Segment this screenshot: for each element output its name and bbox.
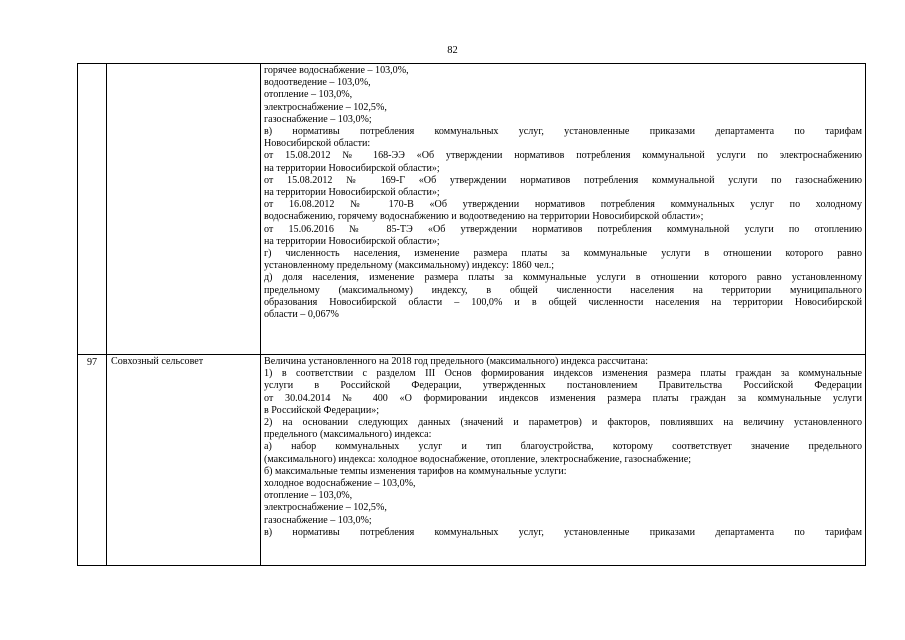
text-line: д) доля населения, изменение размера платы за коммунальные услуги в отношении которого равно установленному: [264, 272, 862, 284]
text-line: электроснабжение – 102,5%,: [264, 101, 387, 113]
text-line: водоотведение – 103,0%,: [264, 77, 371, 89]
text-line: 1) в соответствии с разделом III Основ формирования индексов изменения размера платы граждан за коммунальные: [264, 368, 862, 380]
text-line: на территории Новосибирской области»;: [264, 187, 440, 199]
text-line: предельному (максимальному) индексу, в общей численности населения на территории муниципального: [264, 284, 862, 296]
text-line: в) нормативы потребления коммунальных услуг, установленные приказами департамента по тарифам: [264, 526, 862, 538]
index-description-cell: [261, 355, 866, 566]
table-row: [78, 64, 866, 355]
text-line: в Российской Федерации»;: [264, 404, 380, 416]
text-line: на территории Новосибирской области»;: [264, 162, 440, 174]
text-line: образования Новосибирской области – 100,0% и в общей численности населения на территории Новосибирской: [264, 296, 862, 308]
text-line: холодное водоснабжение – 103,0%,: [264, 478, 416, 490]
text-line: установленному предельному (максимальному) индексу: 1860 чел.;: [264, 260, 555, 272]
text-line: предельного (максимального) индекса:: [264, 429, 432, 441]
text-line: отопление – 103,0%,: [264, 490, 353, 502]
text-line: от 16.08.2012 № 170-В «Об утверждении нормативов потребления коммунальных услуг по холодному: [264, 199, 862, 211]
text-line: г) численность населения, изменение размера платы за коммунальные услуги в отношении которого равно: [264, 248, 862, 260]
text-line: водоснабжению, горячему водоснабжению и водоотведению на территории Новосибирской области»;: [264, 211, 704, 223]
page-number: 82: [447, 45, 458, 56]
text-line: а) набор коммунальных услуг и тип благоустройства, которому соответствует значение предельного: [264, 441, 862, 453]
text-line: (максимального) индекса: холодное водоснабжение, отопление, электроснабжение, газоснабжение;: [264, 453, 692, 465]
text-line: горячее водоснабжение – 103,0%,: [264, 65, 409, 76]
text-line: отопление – 103,0%,: [264, 89, 353, 101]
text-line: области – 0,067%: [264, 309, 339, 321]
text-line: электроснабжение – 102,5%,: [264, 502, 387, 514]
text-line: Величина установленного на 2018 год предельного (максимального) индекса рассчитана:: [264, 356, 648, 367]
text-line: от 15.06.2016 № 85-ТЭ «Об утверждении нормативов потребления коммунальной услуги по отоплению: [264, 223, 862, 235]
index-description-cell: [261, 64, 866, 355]
text-line: от 15.08.2012 № 168-ЭЭ «Об утверждении нормативов потребления коммунальной услуги по электроснабжению: [264, 150, 862, 162]
text-line: 2) на основании следующих данных (значений и параметров) и факторов, повлиявших на величину установленного: [264, 417, 862, 429]
row-number-cell: [78, 64, 107, 355]
text-line: от 15.08.2012 № 169-Г «Об утверждении нормативов потребления коммунальной услуги по газоснабжению: [264, 174, 862, 186]
municipality-name-cell: Совхозный сельсовет: [107, 355, 261, 566]
municipal-index-table: [77, 63, 866, 566]
text-line: услуги в Российской Федерации, утвержденных постановлением Правительства Российской Федерации: [264, 380, 862, 392]
text-line: Новосибирской области:: [264, 138, 371, 150]
text-line: газоснабжение – 103,0%;: [264, 113, 372, 125]
text-line: б) максимальные темпы изменения тарифов на коммунальные услуги:: [264, 465, 567, 477]
table-row: [78, 355, 866, 566]
row-number-cell: 97: [78, 355, 107, 566]
municipality-name-cell: [107, 64, 261, 355]
text-line: газоснабжение – 103,0%;: [264, 514, 372, 526]
text-line: на территории Новосибирской области»;: [264, 235, 440, 247]
text-line: от 30.04.2014 № 400 «О формировании индексов изменения размера платы граждан за коммунальные услуги: [264, 392, 862, 404]
text-line: в) нормативы потребления коммунальных услуг, установленные приказами департамента по тарифам: [264, 126, 862, 138]
